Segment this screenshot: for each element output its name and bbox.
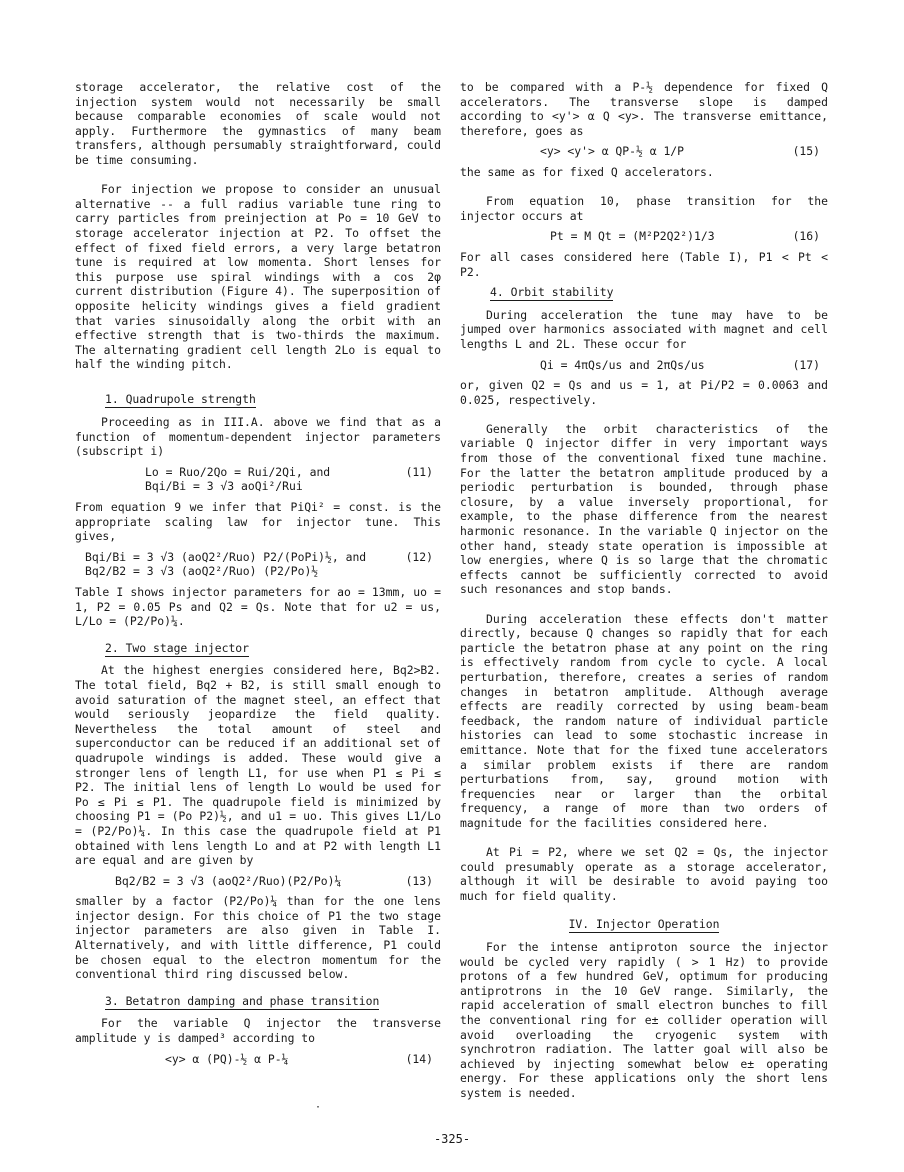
equation-number: (17) (792, 357, 820, 372)
page-number: -325- (433, 1132, 471, 1146)
equation-number: (12) (405, 549, 433, 564)
equation-13: Bq2/B2 = 3 √3 (aoQ2²/Ruo)(P2/Po)¼ (13) (115, 873, 433, 888)
equation-16: Pt = M Qt = (M²P2Q2²)1/3 (16) (550, 229, 820, 244)
equation-number: (14) (405, 1051, 433, 1066)
section-heading: 2. Two stage injector (105, 640, 250, 655)
equation-11: Lo = Ruo/2Qo = Rui/2Qi, and Bqi/Bi = 3 √3 aoQi²/Rui (11) (145, 464, 433, 494)
equation-12: Bqi/Bi = 3 √3 (aoQ2²/Ruo) P2/(PoPi)½, and Bq2/B2 = 3 √3 (aoQ2²/Ruo) (P2/Po)½ (12) (85, 549, 433, 579)
section-heading: IV. Injector Operation (568, 917, 720, 932)
paragraph: During acceleration the tune may have to be jumped over harmonics associated with magnet and cell lengths L and 2L. These occur for (460, 307, 828, 351)
left-column (75, 80, 441, 1072)
paragraph: Proceeding as in III.A. above we find that as a function of momentum-dependent injector parameters (subscript i) (75, 415, 441, 459)
paragraph: For the variable Q injector the transverse amplitude y is damped³ according to (75, 1016, 441, 1046)
paragraph: For the intense antiproton source the injector would be cycled very rapidly ( > 1 Hz) to provide protons of a few hundred GeV, optimum for producing antiprotrons in the 10 GeV range. Similarly, the rapid acceleration of small electron bunches to fill the conventional ring for e± collider operation will avoid overloading the cryogenic system with synchrotron radiation. The latter goal will also be achieved by injecting somewhat below e± operating energy. For these applications only the short lens system is needed. (460, 940, 828, 1100)
section-heading: 3. Betatron damping and phase transition (105, 993, 380, 1008)
right-column (460, 80, 828, 1101)
paragraph: During acceleration these effects don't matter directly, because Q changes so rapidly that for each particle the betatron phase at any point on the ring is effectively random from cycle to cycle. A local perturbation, therefore, creates a series of random changes in betatron amplitude. Although average effects are readily corrected by using beam-beam feedback, the random nature of individual particle histories can lead to some stochastic increase in emittance. Note that for the fixed tune accelerators a similar problem exists if there are random perturbations from, say, ground motion with frequencies near or larger than the orbital frequency, a range of more than two orders of magnitude for the facilities considered here. (460, 611, 828, 830)
equation-17: Qi = 4πQs/us and 2πQs/us (17) (540, 357, 820, 372)
equation-number: (15) (792, 144, 820, 159)
paragraph: smaller by a factor (P2/Po)¼ than for the one lens injector design. For this choice of P1 the two stage injector parameters are also given in Table I. Alternatively, and with little difference, P1 could be chosen equal to the electron momentum for the conventional third ring discussed below. (75, 894, 441, 982)
paragraph: For all cases considered here (Table I), P1 < Pt < P2. (460, 249, 828, 279)
paragraph: At the highest energies considered here, Bq2>B2. The total field, Bq2 + B2, is still small enough to avoid saturation of the magnet steel, an effect that would seriously jeopardize the field quality. Nevertheless the total amount of steel and superconductor can be reduced if an additional set of quadrupole windings is added. These would give a stronger lens of length L1, for use when P1 ≤ Pi ≤ P2. The initial lens of length Lo would be used for Po ≤ Pi ≤ P1. The quadrupole field is minimized by choosing P1 = (Po P2)½, and u1 = uo. This gives L1/Lo = (P2/Po)¼. In this case the quadrupole field at P1 obtained with lens length Lo and at P2 with length L1 are equal and are given by (75, 663, 441, 868)
paragraph: or, given Q2 = Qs and us = 1, at Pi/P2 = 0.0063 and 0.025, respectively. (460, 378, 828, 407)
paragraph: From equation 10, phase transition for the injector occurs at (460, 194, 828, 223)
equation-number: (11) (405, 464, 433, 479)
paragraph: storage accelerator, the relative cost of the injection system would not necessarily be small because comparable economies of scale would not apply. Furthermore the gymnastics of many beam transfers, although persumably straightforward, could be time consuming. (75, 80, 441, 167)
paragraph: At Pi = P2, where we set Q2 = Qs, the injector could presumably operate as a storage accelerator, although it will be desirable to avoid paying too much for field quality. (460, 845, 828, 903)
equation-14: <y> α (PQ)-½ α P-¼ (14) (165, 1051, 433, 1066)
stray-mark: · (315, 1102, 322, 1113)
paragraph: to be compared with a P-½ dependence for fixed Q accelerators. The transverse slope is damped according to <y'> α Q <y>. The transverse emittance, therefore, goes as (460, 80, 828, 138)
paragraph: For injection we propose to consider an unusual alternative -- a full radius variable tune ring to carry particles from preinjection at Po = 10 GeV to storage accelerator injection at P2. To offset the effect of fixed field errors, a very large betatron tune is required at low momenta. Short lenses for this purpose use spiral windings with a cos 2φ current distribution (Figure 4). The superposition of opposite helicity windings gives a field gradient that varies sinusoidally along the orbit with an effective strength that is two-thirds the maximum. The alternating gradient cell length 2Lo is equal to half the winding pitch. (75, 182, 441, 372)
paragraph: the same as for fixed Q accelerators. (460, 164, 714, 179)
equation-number: (13) (405, 873, 433, 888)
section-heading: 4. Orbit stability (490, 285, 614, 300)
section-heading: 1. Quadrupole strength (105, 392, 256, 407)
paragraph: Generally the orbit characteristics of the variable Q injector differ in very important ways from those of the conventional fixed tune machine. For the latter the betatron amplitude produced by a periodic perturbation is bounded, through phase closure, by a value inversely proportional, for example, to the phase difference from the nearest harmonic resonance. In the variable Q injector on the other hand, steady state operation is impossible at low energies, where Q is so large that the chromatic effects cannot be sufficiently corrected to avoid such resonances and stop bands. (460, 421, 828, 597)
equation-number: (16) (792, 229, 820, 244)
paragraph: From equation 9 we infer that PiQi² = const. is the appropriate scaling law for injector tune. This gives, (75, 500, 441, 544)
paragraph: Table I shows injector parameters for ao = 13mm, uo = 1, P2 = 0.05 Ps and Q2 = Qs. Note that for u2 = us, L/Lo = (P2/Po)¼. (75, 585, 441, 629)
equation-15: <y> <y'> α QP-½ α 1/P (15) (540, 144, 820, 159)
